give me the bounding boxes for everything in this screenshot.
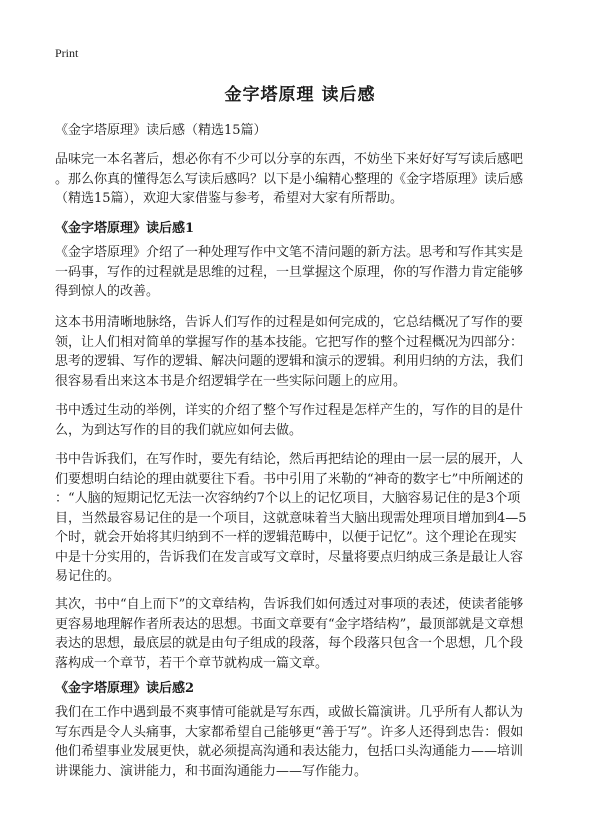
text-line: 品味完一本名著后，想必你有不少可以分享的东西，不妨坐下来好好写写读后感吧 — [55, 152, 524, 167]
text-line: 其次，书中“自上而下”的文章结构，告诉我们如何透过对事项的表述，使读者能够 — [55, 597, 524, 612]
text-line: 书中告诉我们，在写作时，要先有结论，然后再把结论的理由一层一层的展开，人 — [55, 452, 524, 467]
text-line: 讲课能力、演讲能力，和书面沟通能力——写作能力。 — [55, 763, 368, 779]
text-line: 得到惊人的改善。 — [55, 284, 160, 299]
section-heading: 《金字塔原理》读后感2 — [55, 681, 195, 696]
text-line: 很容易看出来这本书是介绍逻辑学在一些实际问题上的应用。 — [55, 373, 407, 389]
text-line: 么，为到达写作的目的我们就应如何去做。 — [55, 422, 303, 438]
text-line: 书中透过生动的举例，详实的介绍了整个写作过程是怎样产生的，写作的目的是什 — [55, 403, 524, 418]
text-line: 我们在工作中遇到最不爽事情可能就是写东西，或做长篇演讲。几乎所有人都认为 — [55, 705, 524, 720]
text-line: 表达的思想，最底层的就是由句子组成的段落，每个段落只包含一个思想，几个段 — [55, 636, 524, 651]
text-line: ：“人脑的短期记忆无法一次容纳约7个以上的记忆项目，大脑容易记住的是3个项 — [55, 491, 521, 506]
paragraph — [55, 401, 555, 440]
paragraph — [55, 595, 555, 673]
section-heading: 《金字塔原理》读后感1 — [55, 221, 195, 236]
text-line: （精选15篇），欢迎大家借鉴与参考，希望对大家有所帮助。 — [55, 191, 404, 206]
paragraph — [55, 313, 555, 391]
text-line: 思考的逻辑、写作的逻辑、解决问题的逻辑和演示的逻辑。利用归纳的方法，我们 — [55, 354, 524, 369]
text-line: 。那么你真的懂得怎么写读后感吗？以下是小编精心整理的《金字塔原理》读后感 — [55, 171, 524, 187]
paragraph — [55, 450, 555, 587]
text-line: 写东西是令人头痛事，大家都希望自己能够更“善于写”。许多人还得到忠告：假如 — [55, 724, 524, 740]
text-line: 《金字塔原理》介绍了一种处理写作中文笔不清问题的新方法。思考和写作其实是 — [55, 245, 524, 260]
page-title: 金字塔原理 读后感 — [224, 85, 376, 105]
text-line: 落构成一个章节，若干个章节就构成一篇文章。 — [55, 655, 329, 671]
text-line: 领，让人们相对简单的掌握写作的基本技能。它把写作的整个过程概况为四部分： — [55, 334, 524, 350]
text-line: 目，当然最容易记住的是一个项目，这就意味着当大脑出现需处理项目增加到4—5 — [55, 510, 527, 526]
intro-paragraph — [55, 150, 555, 209]
text-line: 更容易地理解作者所表达的思想。书面文章要有“金字塔结构”，最顶部就是文章想 — [55, 616, 524, 632]
text-line: 中是十分实用的，告诉我们在发言或写文章时，尽量将要点归纳成三条是最让人容 — [55, 549, 524, 565]
subtitle: 《金字塔原理》读后感（精选15篇） — [55, 123, 267, 138]
text-line: 一码事，写作的过程就是思维的过程，一旦掌握这个原理，你的写作潜力肯定能够 — [55, 264, 524, 280]
text-line: 这本书用清晰地脉络，告诉人们写作的过程是如何完成的，它总结概况了写作的要 — [55, 315, 524, 330]
paragraph — [55, 703, 555, 781]
text-line: 们要想明白结论的理由就要往下看。书中引用了米勒的“神奇的数字七”中所阐述的 — [55, 471, 524, 487]
text-line: 易记住的。 — [55, 569, 121, 584]
text-line: 个时，就会开始将其归纳到不一样的逻辑范畴中，以便于记忆”。这个理论在现实 — [55, 530, 517, 545]
print-label[interactable]: Print — [55, 46, 79, 60]
paragraph — [55, 243, 555, 302]
text-line: 他们希望事业发展更快，就必须提高沟通和表达能力，包括口头沟通能力——培训 — [55, 744, 524, 759]
